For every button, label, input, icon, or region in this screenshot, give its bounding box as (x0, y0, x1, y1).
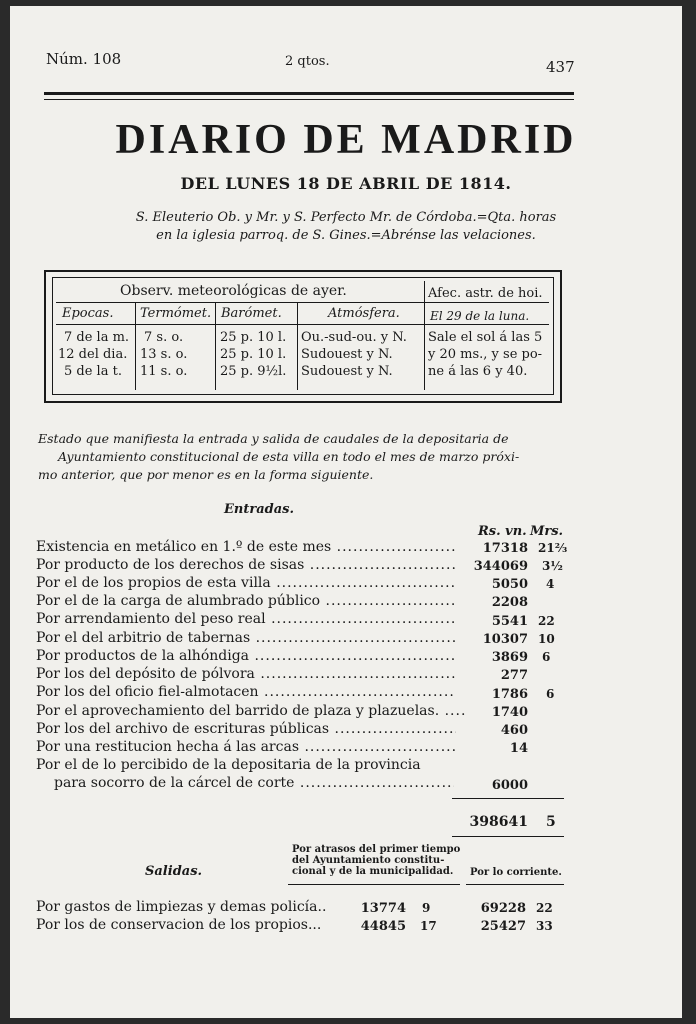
entrada-row-label: Por el de la carga de alumbrado público ..... (36, 593, 456, 611)
entrada-row-label: Por productos de la alhóndiga ..... (36, 648, 456, 666)
entrada-row-label: Por el aprovechamiento del barrido de plaza y plazuelas. ..... (36, 703, 466, 721)
entrada-row-label: Por producto de los derechos de sisas ..... (36, 557, 456, 575)
col-atrasos-line-3: cional y de la municipalidad. (292, 866, 454, 877)
salida-atrasos-rs: 44845 (360, 919, 406, 934)
atmos-3: Sudouest y N. (301, 364, 393, 379)
entrada-rs: 10307 (482, 632, 528, 647)
entrada-row-label: Por el del arbitrio de tabernas ..... (36, 630, 456, 648)
astro-line-3: ne á las 6 y 40. (428, 364, 528, 379)
baro-3: 25 p. 9½l. (220, 364, 287, 379)
salidas-heading: Salidas. (145, 864, 203, 879)
col-epocas: Epocas. (62, 306, 114, 321)
salida-corr-mrs: 22 (536, 901, 553, 915)
entrada-mrs: 22 (538, 614, 555, 628)
col-mrs: Mrs. (530, 524, 564, 539)
intro-line-2: Ayuntamiento constitucional de esta villa en todo el mes de marzo próxi- (58, 449, 520, 464)
salida-corr-rs: 69228 (480, 901, 526, 916)
col-atrasos-line-1: Por atrasos del primer tiempo (292, 844, 461, 855)
salida-corr-rs: 25427 (480, 919, 526, 934)
astro-line-1: Sale el sol á las 5 (428, 330, 543, 345)
baro-2: 25 p. 10 l. (220, 347, 287, 362)
entrada-rs: 14 (509, 741, 528, 756)
entrada-rs: 5541 (491, 614, 528, 629)
entradas-total-mrs: 5 (546, 814, 556, 830)
entrada-rs: 17318 (482, 541, 528, 556)
saints-line-2: en la iglesia parroq. de S. Gines.=Abrénse las velaciones. (156, 228, 536, 243)
salida-row-label: Por los de conservacion de los propios... (36, 917, 322, 933)
col-luna: El 29 de la luna. (430, 309, 530, 323)
entrada-row-label: para socorro de la cárcel de corte ..... (54, 775, 454, 793)
weather-title: Observ. meteorológicas de ayer. (120, 283, 347, 299)
issue-price: 2 qtos. (285, 54, 330, 69)
entrada-rs: 1786 (491, 687, 528, 702)
entrada-row-label: Existencia en metálico en 1.º de este mes ..... (36, 539, 456, 557)
col-baromet: Barómet. (221, 306, 282, 321)
epoca-2: 12 del dia. (58, 347, 128, 362)
entrada-rs: 277 (500, 668, 528, 683)
header-rule-thin (44, 99, 574, 100)
col-rs-vn: Rs. vn. (478, 524, 527, 539)
intro-line-1: Estado que manifiesta la entrada y salida de caudales de la depositaria de (38, 431, 509, 446)
atmos-1: Ou.-sud-ou. y N. (301, 330, 407, 345)
entrada-rs: 1740 (491, 705, 528, 720)
entrada-mrs: 6 (542, 650, 551, 664)
entrada-row-label: Por arrendamiento del peso real ..... (36, 611, 456, 629)
entradas-heading: Entradas. (224, 502, 294, 517)
issue-number: Núm. 108 (46, 50, 122, 68)
col-atrasos-line-2: del Ayuntamiento constitu- (292, 855, 445, 866)
salida-atrasos-rs: 13774 (360, 901, 406, 916)
astro-title: Afec. astr. de hoi. (428, 286, 543, 301)
page-number: 437 (546, 58, 575, 76)
entrada-rs: 6000 (491, 778, 528, 793)
entrada-mrs: 4 (546, 577, 555, 591)
entrada-rs: 5050 (491, 577, 528, 592)
term-2: 13 s. o. (140, 347, 188, 362)
epoca-1: 7 de la m. (64, 330, 130, 345)
intro-line-3: mo anterior, que por menor es en la forma siguiente. (38, 467, 374, 482)
col-corriente: Por lo corriente. (470, 867, 562, 878)
entrada-rs: 2208 (491, 595, 528, 610)
salida-atrasos-mrs: 9 (422, 901, 431, 915)
salida-corr-mrs: 33 (536, 919, 553, 933)
entrada-mrs: 3½ (542, 559, 563, 573)
entrada-mrs: 10 (538, 632, 555, 646)
entrada-row-label: Por los del oficio fiel-almotacen ..... (36, 684, 456, 702)
entrada-rs: 344069 (473, 559, 528, 574)
term-3: 11 s. o. (140, 364, 188, 379)
term-1: 7 s. o. (144, 330, 184, 345)
entrada-row-label: Por el de los propios de esta villa ..... (36, 575, 456, 593)
atmos-2: Sudouest y N. (301, 347, 393, 362)
dateline: DEL LUNES 18 DE ABRIL DE 1814. (180, 174, 512, 193)
astro-line-2: y 20 ms., y se po- (428, 347, 543, 362)
header-rule-thick (44, 92, 574, 95)
entrada-row-label: Por el de lo percibido de la depositaria de la provincia (36, 757, 421, 773)
masthead-title: DIARIO DE MADRID (115, 117, 577, 163)
newspaper-page (10, 6, 682, 1018)
entrada-row-label: Por una restitucion hecha á las arcas ..... (36, 739, 456, 757)
entrada-rs: 460 (500, 723, 528, 738)
baro-1: 25 p. 10 l. (220, 330, 287, 345)
entradas-total-rs: 398641 (469, 814, 528, 830)
salida-row-label: Por gastos de limpiezas y demas policía.. (36, 899, 327, 915)
col-atmosfera: Atmósfera. (328, 306, 400, 321)
entrada-rs: 3869 (491, 650, 528, 665)
entrada-row-label: Por los del depósito de pólvora ..... (36, 666, 456, 684)
entrada-mrs: 21⅔ (538, 541, 568, 555)
entrada-mrs: 6 (546, 687, 555, 701)
col-termomet: Termómet. (140, 306, 212, 321)
salida-atrasos-mrs: 17 (420, 919, 437, 933)
entrada-row-label: Por los del archivo de escrituras públicas ..... (36, 721, 456, 739)
epoca-3: 5 de la t. (64, 364, 122, 379)
saints-line-1: S. Eleuterio Ob. y Mr. y S. Perfecto Mr. de Córdoba.=Qta. horas (135, 210, 557, 225)
